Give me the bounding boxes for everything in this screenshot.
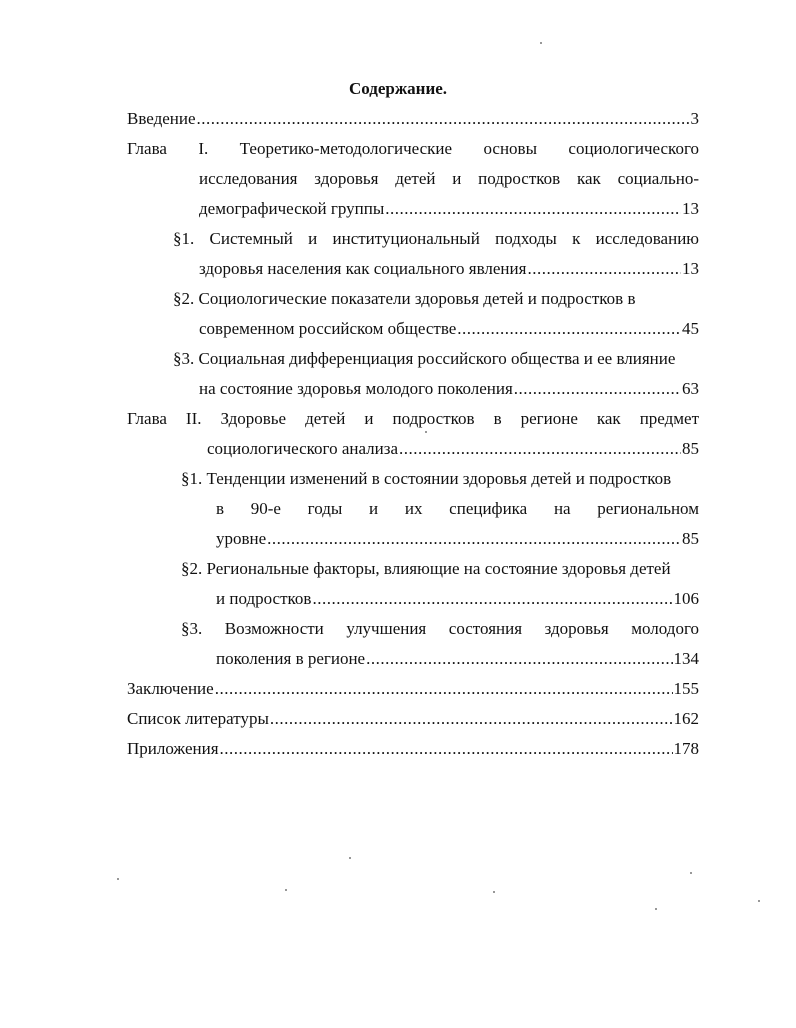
toc-ch2-section-3-line-1: §3. Возможности улучшения состояния здоровья молодого (181, 619, 699, 638)
toc-page-number: 106 (673, 589, 699, 608)
toc-entry-label: Приложения (127, 739, 219, 758)
page-title: Содержание. (348, 79, 448, 98)
toc-entry-label: поколения в регионе (216, 649, 366, 668)
scan-speck (493, 891, 495, 893)
scan-speck (758, 900, 760, 902)
toc-entry-label: демографической группы (199, 199, 385, 218)
toc-chapter-2-line-2 (207, 439, 699, 459)
toc-page-number: 63 (682, 379, 699, 398)
dot-leader (385, 199, 681, 219)
dot-leader (514, 379, 681, 399)
scan-speck (117, 878, 119, 880)
scan-speck (285, 889, 287, 891)
dot-leader (312, 589, 672, 609)
toc-ch1-section-3-line-1: §3. Социальная дифференциация российского общества и ее влияние (173, 349, 676, 368)
toc-page-number: 13 (682, 259, 699, 278)
toc-ch1-section-3-line-2 (199, 379, 699, 399)
toc-chapter-2-line-1: Глава II. Здоровье детей и подростков в регионе как предмет (127, 409, 699, 428)
scan-speck (655, 908, 657, 910)
toc-entry-label: уровне (216, 529, 267, 548)
toc-page-number: 178 (673, 739, 699, 758)
scan-speck (690, 872, 692, 874)
toc-page-number: 13 (682, 199, 699, 218)
toc-ch2-section-1-line-3 (216, 529, 699, 549)
toc-chapter-1-line-3 (199, 199, 699, 219)
dot-leader (527, 259, 681, 279)
toc-ch1-section-1-line-1: §1. Системный и институциональный подходы к исследованию (173, 229, 699, 248)
toc-entry-label: Список литературы (127, 709, 269, 728)
toc-entry-conclusion (127, 679, 699, 699)
dot-leader (457, 319, 681, 339)
toc-entry-label: и подростков (216, 589, 312, 608)
dot-leader (197, 109, 690, 129)
toc-page-number: 162 (673, 709, 699, 728)
toc-page-number: 85 (682, 439, 699, 458)
toc-chapter-1-line-2: исследования здоровья детей и подростков как социально- (199, 169, 699, 188)
dot-leader (399, 439, 681, 459)
scan-speck (349, 857, 351, 859)
toc-ch2-section-1-line-2: в 90-е годы и их специфика на региональном (216, 499, 699, 518)
toc-entry-references (127, 709, 699, 729)
dot-leader (366, 649, 672, 669)
toc-ch2-section-2-line-2 (216, 589, 699, 609)
toc-entry-label: на состояние здоровья молодого поколения (199, 379, 513, 398)
toc-page-number: 155 (673, 679, 699, 698)
toc-entry-label: социологического анализа (207, 439, 399, 458)
toc-ch2-section-3-line-2 (216, 649, 699, 669)
toc-ch1-section-2-line-2 (199, 319, 699, 339)
toc-entry-label: Введение (127, 109, 196, 128)
scan-speck (540, 42, 542, 44)
toc-ch2-section-1-line-1: §1. Тенденции изменений в состоянии здоровья детей и подростков (181, 469, 672, 488)
toc-entry-label: современном российском обществе (199, 319, 457, 338)
toc-ch1-section-2-line-1: §2. Социологические показатели здоровья детей и подростков в (173, 289, 636, 308)
toc-entry-intro (127, 109, 699, 129)
toc-entry-label: Заключение (127, 679, 214, 698)
toc-chapter-1-line-1: Глава I. Теоретико-методологические основы социологического (127, 139, 699, 158)
dot-leader (267, 529, 681, 549)
toc-page-number: 3 (690, 109, 699, 128)
toc-entry-label: здоровья населения как социального явления (199, 259, 527, 278)
toc-page-number: 45 (682, 319, 699, 338)
dot-leader (270, 709, 673, 729)
dot-leader (220, 739, 673, 759)
toc-page-number: 85 (682, 529, 699, 548)
toc-page-number: 134 (673, 649, 699, 668)
toc-entry-appendices (127, 739, 699, 759)
toc-ch1-section-1-line-2 (199, 259, 699, 279)
toc-ch2-section-2-line-1: §2. Региональные факторы, влияющие на состояние здоровья детей (181, 559, 671, 578)
scan-speck (425, 431, 427, 433)
dot-leader (215, 679, 673, 699)
